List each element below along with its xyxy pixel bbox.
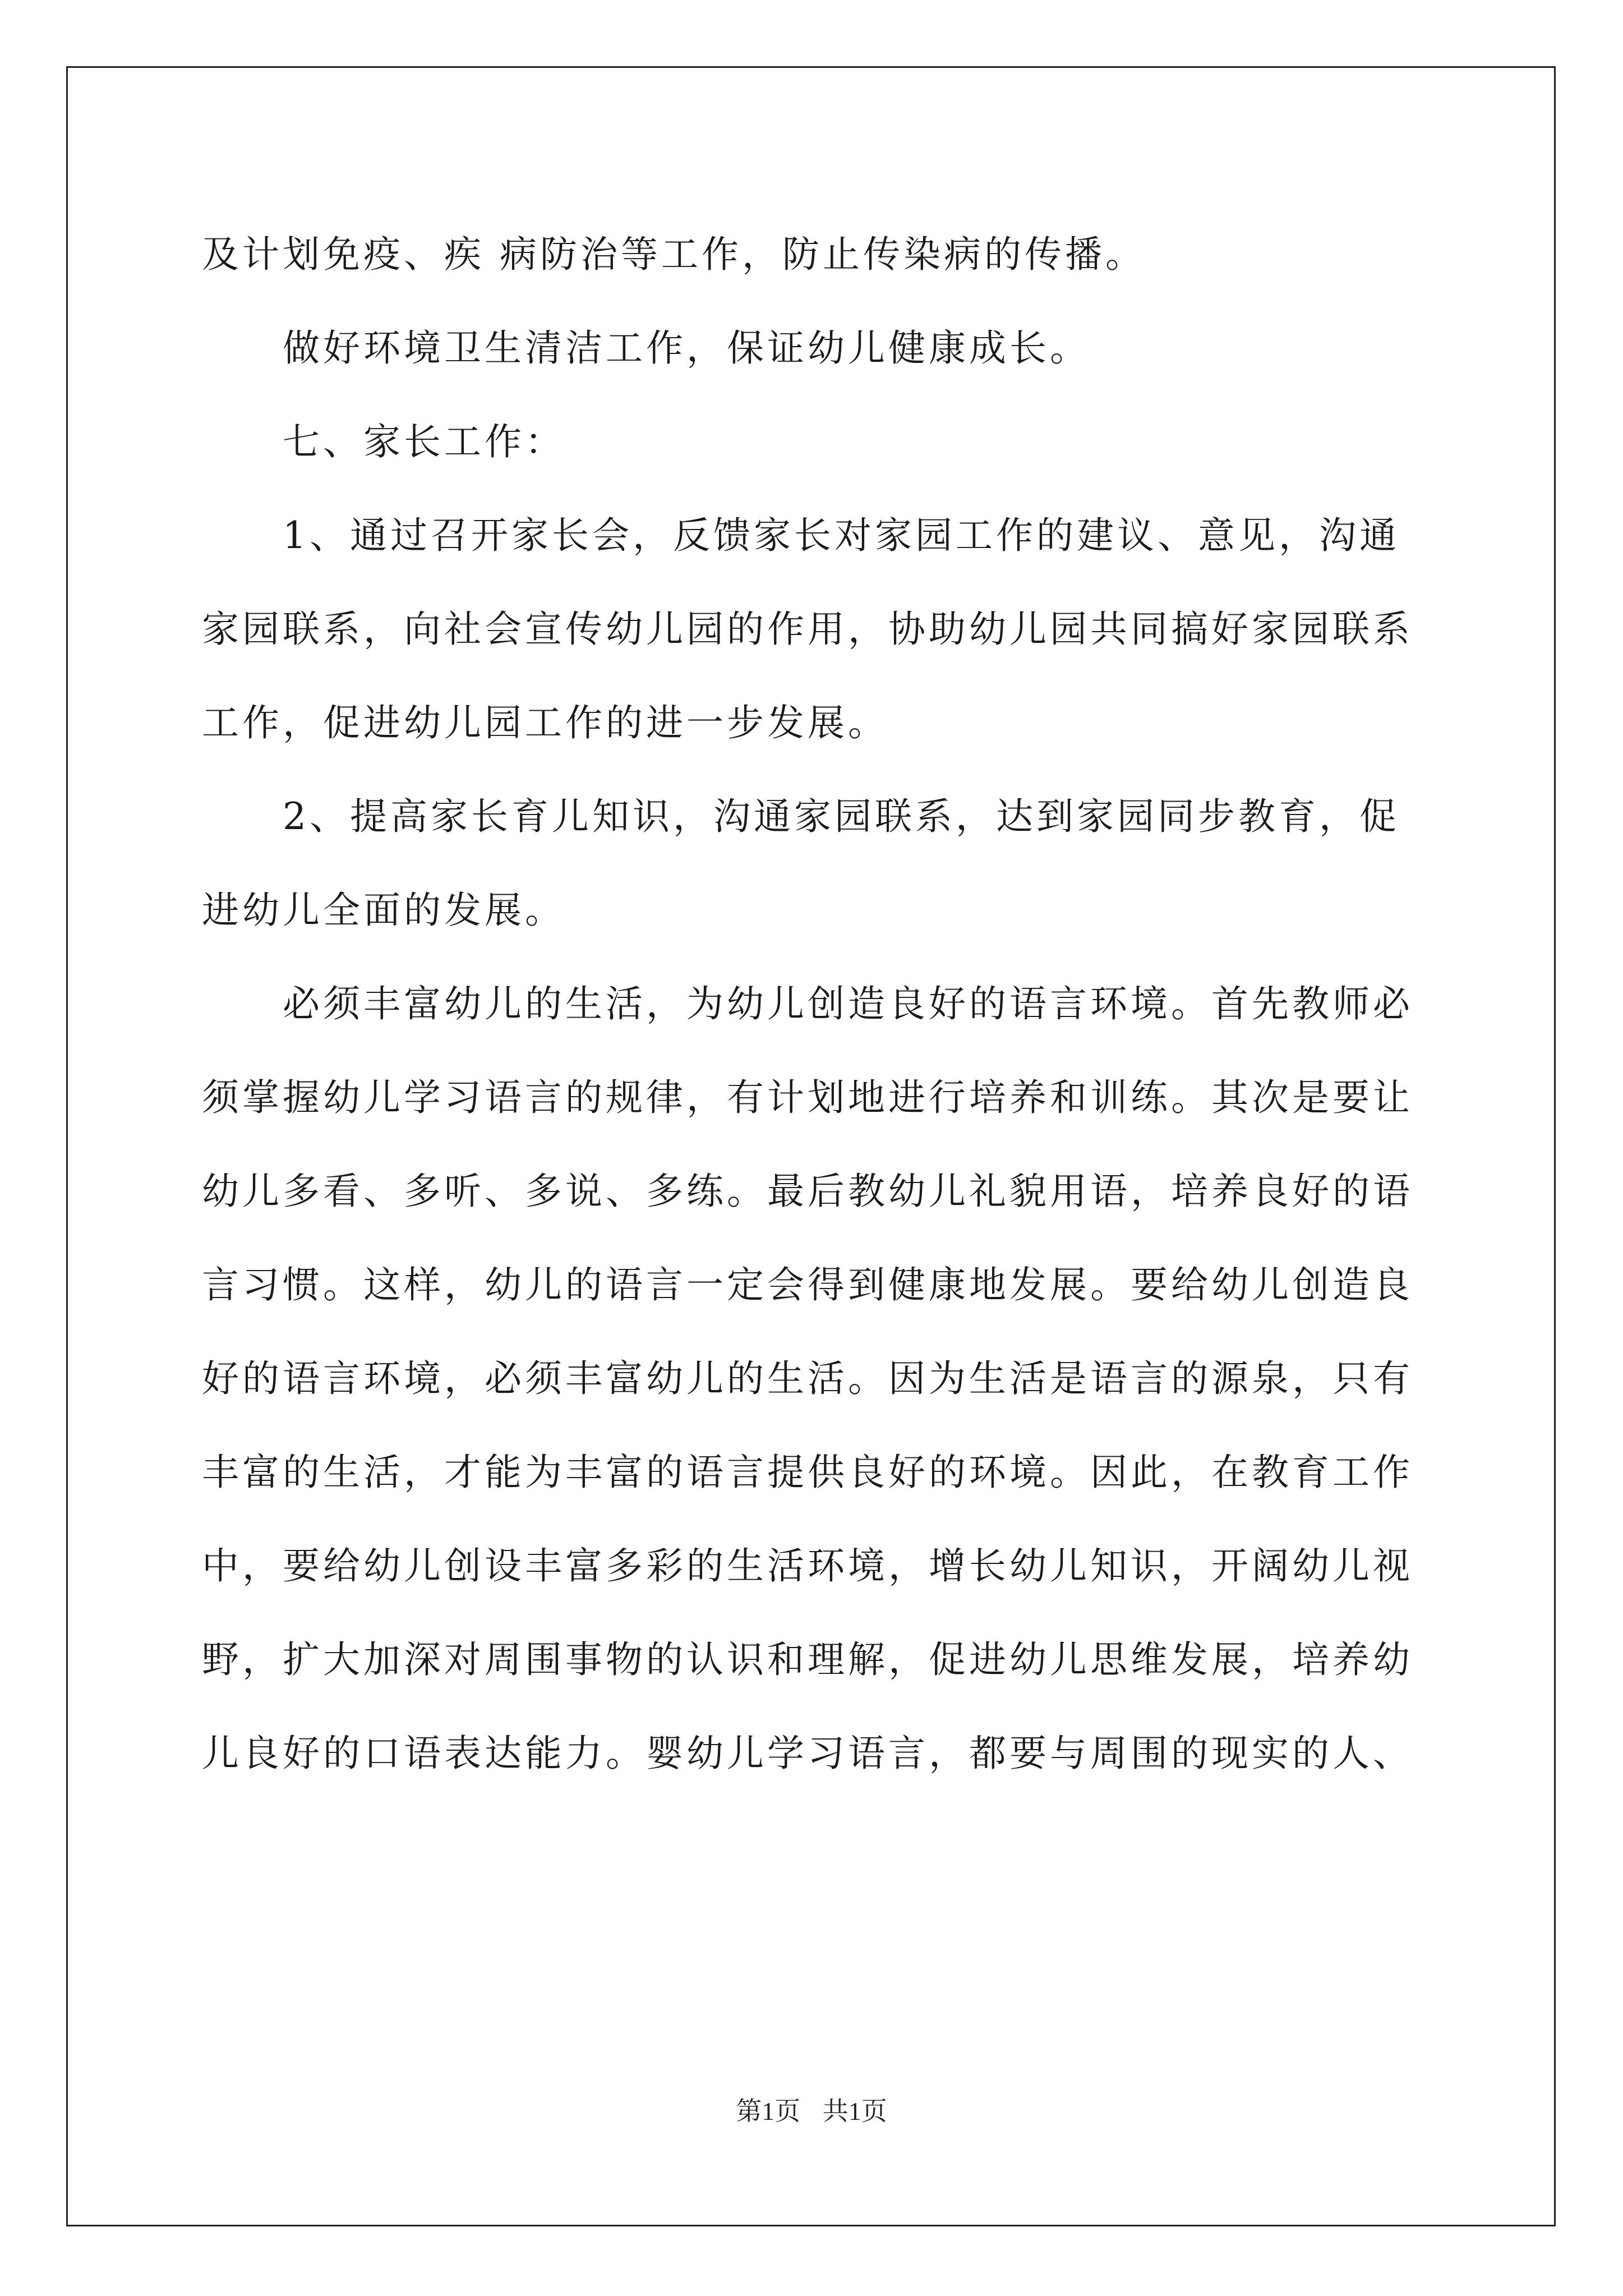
page-footer — [0, 2091, 1623, 2128]
page-number-current: 第1页 — [736, 2097, 801, 2125]
section-heading-parent-work: 七、家长工作： — [283, 420, 565, 463]
document-body — [202, 208, 1436, 1800]
paragraph-2: 做好环境卫生清洁工作，保证幼儿健康成长。 — [283, 326, 1090, 370]
paragraph-language-environment: 必须丰富幼儿的生活，为幼儿创造良好的语言环境。首先教师必须掌握幼儿学习语言的规律，有计划地进行培养和训练。其次是要让幼儿多看、多听、多说、多练。最后教幼儿礼貌用语，培养良好的语言习惯。这样，幼儿的语言一定会得到健康地发展。要给幼儿创造良好的语言环境，必须丰富幼儿的生活。因为生活是语言的源泉，只有丰富的生活，才能为丰富的语言提供良好的环境。因此，在教育工作中，要给幼儿创设丰富多彩的生活环境，增长幼儿知识，开阔幼儿视野，扩大加深对周围事物的认识和理解，促进幼儿思维发展，培养幼儿良好的口语表达能力。婴幼儿学习语言，都要与周围的现实的人、 — [202, 982, 1413, 1775]
paragraph-1: 及计划免疫、疾 病防治等工作，防止传染病的传播。 — [202, 233, 1146, 276]
paragraph-item-2: 2、提高家长育儿知识，沟通家园联系，达到家园同步教育，促进幼儿全面的发展。 — [202, 795, 1400, 932]
page-number-total: 共1页 — [822, 2097, 887, 2125]
paragraph-item-1: 1、通过召开家长会，反馈家长对家园工作的建议、意见，沟通家园联系，向社会宣传幼儿园的作用，协助幼儿园共同搞好家园联系工作，促进幼儿园工作的进一步发展。 — [202, 514, 1413, 744]
